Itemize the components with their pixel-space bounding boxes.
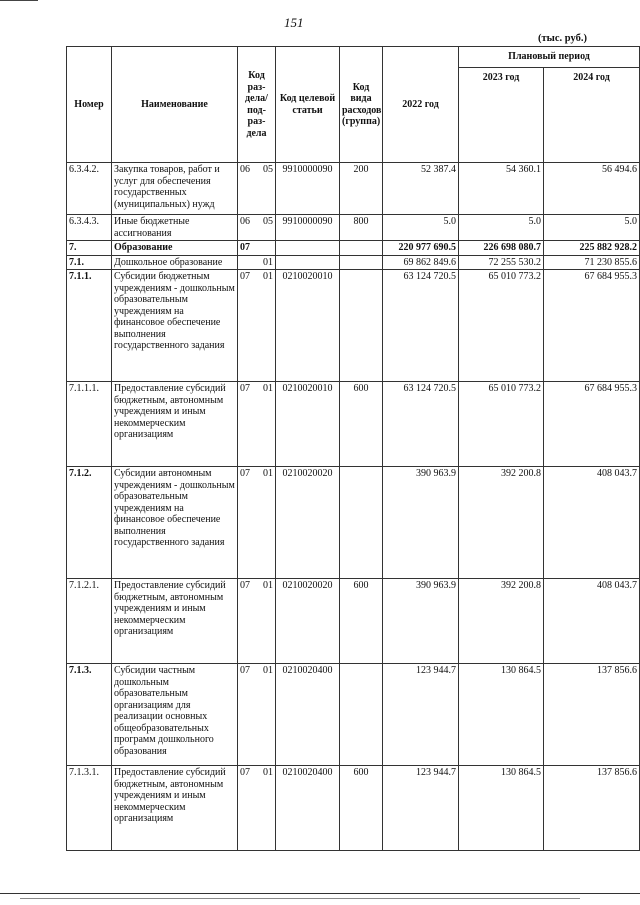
row-name: Предоставление субсидий бюджетным, автономным учреждениям и иным некоммерческим организациям: [112, 766, 238, 851]
row-value-2024: 67 684 955.3: [544, 382, 640, 467]
row-value-2024: 137 856.6: [544, 664, 640, 766]
row-name: Иные бюджетные ассигнования: [112, 215, 238, 241]
table-row: [67, 241, 640, 256]
row-expense-code: [340, 467, 383, 579]
row-target-code: 9910000090: [276, 215, 340, 241]
row-section-code: [238, 163, 276, 215]
row-value-2024: 67 684 955.3: [544, 270, 640, 382]
table-row: [67, 270, 640, 382]
row-number: 6.3.4.2.: [67, 163, 112, 215]
row-value-2022: 52 387.4: [383, 163, 459, 215]
section-code: 07: [240, 767, 250, 778]
row-target-code: 0210020020: [276, 467, 340, 579]
row-name: Субсидии бюджетным учреждениям - дошкольным образовательным учреждениям на финансовое обеспечение выполнения государственного задания: [112, 270, 238, 382]
section-code: 07: [240, 468, 250, 479]
subsection-code: 01: [263, 271, 273, 282]
row-value-2022: 63 124 720.5: [383, 382, 459, 467]
table-row: [67, 382, 640, 467]
section-code-wrap: [238, 664, 275, 678]
row-value-2024: 71 230 855.6: [544, 255, 640, 270]
row-value-2022: 390 963.9: [383, 579, 459, 664]
header-year-2024: 2024 год: [544, 68, 640, 163]
table-row: [67, 163, 640, 215]
row-section-code: [238, 241, 276, 256]
section-code-wrap: [238, 579, 275, 593]
row-number: 7.1.3.: [67, 664, 112, 766]
row-expense-code: [340, 241, 383, 256]
subsection-code: 05: [263, 164, 273, 175]
header-year-2022: 2022 год: [383, 47, 459, 163]
row-expense-code: 800: [340, 215, 383, 241]
section-code-wrap: [238, 163, 275, 177]
section-code-wrap: [238, 766, 275, 780]
row-value-2024: 5.0: [544, 215, 640, 241]
row-expense-code: 600: [340, 579, 383, 664]
row-value-2023: 72 255 530.2: [459, 255, 544, 270]
subsection-code: 01: [263, 256, 273, 268]
row-number: 7.1.2.1.: [67, 579, 112, 664]
row-name: Предоставление субсидий бюджетным, автономным учреждениям и иным некоммерческим организациям: [112, 579, 238, 664]
budget-table: [66, 46, 640, 851]
row-number: 7.1.1.: [67, 270, 112, 382]
header-section-code: Код раз-дела/ под-раз-дела: [238, 47, 276, 163]
row-value-2022: 123 944.7: [383, 664, 459, 766]
row-expense-code: 200: [340, 163, 383, 215]
row-name: Субсидии частным дошкольным образовательным организациям для реализации основных общеобразовательных программ дошкольного образования: [112, 664, 238, 766]
subsection-code: 01: [263, 665, 273, 676]
table-row: [67, 255, 640, 270]
subsection-code: 01: [263, 767, 273, 778]
subsection-code: 01: [263, 468, 273, 479]
section-code: 07: [240, 580, 250, 591]
row-number: 7.1.3.1.: [67, 766, 112, 851]
top-rule: [0, 0, 38, 1]
row-target-code: 0210020400: [276, 664, 340, 766]
row-name: Субсидии автономным учреждениям - дошкольным образовательным учреждениям на финансовое обеспечение выполнения государственного задания: [112, 467, 238, 579]
section-code: 07: [240, 383, 250, 394]
table-row: [67, 579, 640, 664]
row-value-2022: 123 944.7: [383, 766, 459, 851]
row-target-code: [276, 241, 340, 256]
row-value-2023: 392 200.8: [459, 467, 544, 579]
row-section-code: [238, 467, 276, 579]
row-number: 7.: [67, 241, 112, 256]
bottom-rule: [0, 893, 640, 894]
row-expense-code: 600: [340, 766, 383, 851]
row-section-code: [238, 579, 276, 664]
subsection-code: 01: [263, 383, 273, 394]
header-name: Наименование: [112, 47, 238, 163]
row-value-2024: 408 043.7: [544, 467, 640, 579]
header-target-code: Код целевой статьи: [276, 47, 340, 163]
row-target-code: 9910000090: [276, 163, 340, 215]
section-code-wrap: [238, 256, 275, 270]
row-value-2023: 5.0: [459, 215, 544, 241]
section-code: 07: [240, 271, 250, 282]
row-value-2024: 225 882 928.2: [544, 241, 640, 256]
row-value-2024: 137 856.6: [544, 766, 640, 851]
row-target-code: 0210020010: [276, 382, 340, 467]
row-value-2023: 65 010 773.2: [459, 382, 544, 467]
bottom-rule-secondary: [20, 898, 580, 899]
subsection-code: 01: [263, 580, 273, 591]
section-code: 07: [240, 242, 250, 253]
header-number: Номер: [67, 47, 112, 163]
header-expense-code: Код вида расходов (группа): [340, 47, 383, 163]
row-value-2023: 65 010 773.2: [459, 270, 544, 382]
row-value-2022: 63 124 720.5: [383, 270, 459, 382]
row-value-2022: 69 862 849.6: [383, 255, 459, 270]
row-value-2023: 392 200.8: [459, 579, 544, 664]
row-target-code: 0210020400: [276, 766, 340, 851]
row-value-2023: 130 864.5: [459, 766, 544, 851]
row-expense-code: [340, 664, 383, 766]
section-code-wrap: [238, 241, 275, 255]
row-number: 6.3.4.3.: [67, 215, 112, 241]
table-row: [67, 664, 640, 766]
table-header: [67, 47, 640, 163]
row-section-code: [238, 382, 276, 467]
section-code-wrap: [238, 270, 275, 284]
page-number: 151: [284, 15, 304, 30]
table-row: [67, 215, 640, 241]
row-section-code: [238, 664, 276, 766]
section-code-wrap: [238, 382, 275, 396]
row-expense-code: 600: [340, 382, 383, 467]
row-number: 7.1.2.: [67, 467, 112, 579]
table-row: [67, 467, 640, 579]
row-section-code: [238, 766, 276, 851]
row-number: 7.1.1.1.: [67, 382, 112, 467]
row-number: 7.1.: [67, 255, 112, 270]
units-label: (тыс. руб.): [538, 33, 587, 44]
row-name: Предоставление субсидий бюджетным, автономным учреждениям и иным некоммерческим организациям: [112, 382, 238, 467]
row-value-2024: 56 494.6: [544, 163, 640, 215]
row-value-2023: 130 864.5: [459, 664, 544, 766]
row-target-code: [276, 255, 340, 270]
row-target-code: 0210020010: [276, 270, 340, 382]
header-plan-period: Плановый период: [459, 47, 640, 68]
section-code: 07: [240, 665, 250, 676]
row-section-code: [238, 270, 276, 382]
row-expense-code: [340, 255, 383, 270]
row-expense-code: [340, 270, 383, 382]
table-body: [67, 163, 640, 851]
row-value-2023: 226 698 080.7: [459, 241, 544, 256]
row-section-code: [238, 215, 276, 241]
row-name: Дошкольное образование: [112, 255, 238, 270]
table-row: [67, 766, 640, 851]
section-code-wrap: [238, 467, 275, 481]
subsection-code: 05: [263, 216, 273, 227]
row-section-code: [238, 255, 276, 270]
section-code: 06: [240, 164, 250, 175]
section-code-wrap: [238, 215, 275, 229]
row-name: Образование: [112, 241, 238, 256]
row-value-2022: 390 963.9: [383, 467, 459, 579]
header-year-2023: 2023 год: [459, 68, 544, 163]
row-value-2022: 220 977 690.5: [383, 241, 459, 256]
row-value-2022: 5.0: [383, 215, 459, 241]
row-value-2023: 54 360.1: [459, 163, 544, 215]
row-value-2024: 408 043.7: [544, 579, 640, 664]
section-code: 06: [240, 216, 250, 227]
row-name: Закупка товаров, работ и услуг для обеспечения государственных (муниципальных) нужд: [112, 163, 238, 215]
row-target-code: 0210020020: [276, 579, 340, 664]
